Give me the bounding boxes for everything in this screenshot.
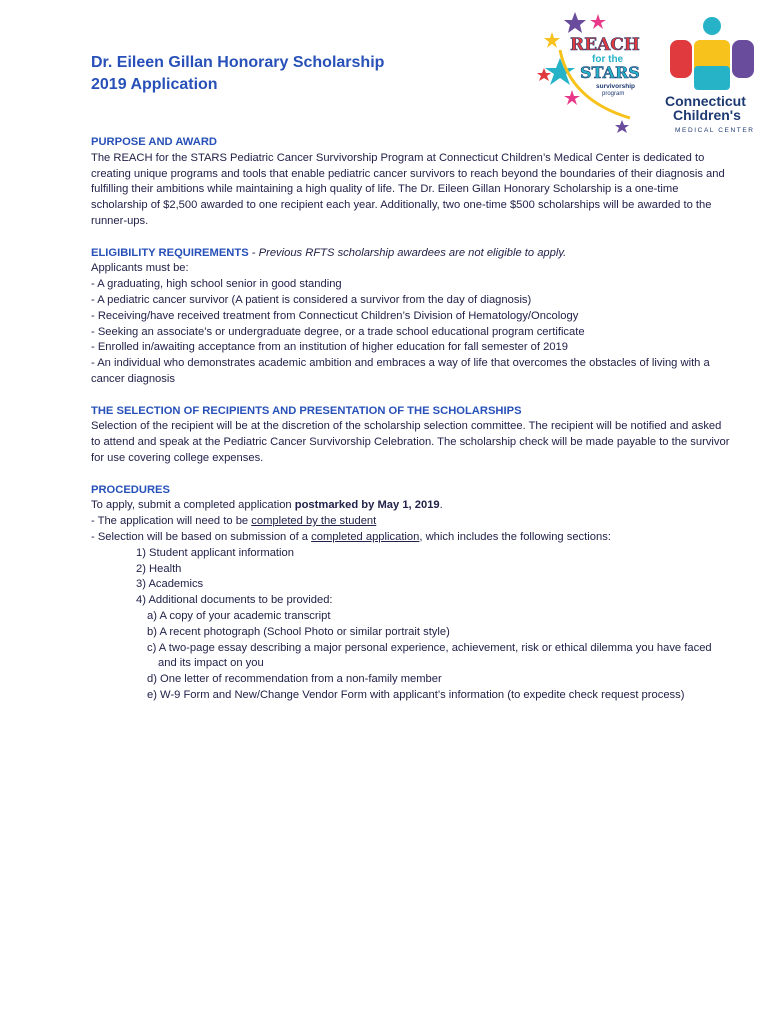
section-item: 4) Additional documents to be provided: bbox=[136, 594, 333, 607]
document-item: e) W-9 Form and New/Change Vendor Form with applicant’s information (to expedite check request process) bbox=[147, 688, 685, 701]
childrens-text: Children's bbox=[673, 107, 741, 123]
eligibility-item: - Seeking an associate’s or undergraduate degree, or a trade school educational program certificate bbox=[91, 325, 585, 338]
document-body bbox=[91, 135, 731, 719]
procedures-line-3-end: , which includes the following sections: bbox=[419, 530, 611, 543]
completed-application-text: completed application bbox=[311, 530, 420, 543]
procedures-heading: PROCEDURES bbox=[91, 483, 170, 496]
purpose-heading: PURPOSE AND AWARD bbox=[91, 136, 217, 148]
title-line-1: Dr. Eileen Gillan Honorary Scholarship bbox=[91, 54, 385, 71]
eligibility-item: - An individual who demonstrates academic ambition and embraces a way of life that overcomes the obstacles of living with a cancer diagnosis bbox=[91, 357, 710, 385]
eligibility-heading: ELIGIBILITY REQUIREMENTS bbox=[91, 246, 249, 259]
logo-right-block bbox=[732, 40, 754, 78]
eligibility-item: - Enrolled in/awaiting acceptance from an institution of higher education for fall semester of 2019 bbox=[91, 341, 568, 354]
logo-center-lower bbox=[694, 66, 730, 90]
reach-text: REACH bbox=[570, 35, 640, 55]
logos bbox=[530, 10, 765, 135]
deadline-text: postmarked by May 1, 2019 bbox=[294, 499, 440, 512]
logo-head-icon bbox=[703, 17, 721, 35]
survivorship-text: survivorship bbox=[596, 83, 636, 90]
section-item: 2) Health bbox=[136, 562, 182, 575]
purpose-body: The REACH for the STARS Pediatric Cancer Survivorship Program at Connecticut Children’s Medical Center is dedicated to creating unique programs and tools that enable pediatric cancer survivors to reach beyond the boundaries of their diagnosis and fulfilling their ambitions while maintaining a high quality of life. The Dr. Eileen Gillan Honorary Scholarship is a one-time scholarship of $2,500 awarded to one recipient each year. Additionally, two one-time $500 scholarships will be awarded to the runner-ups. bbox=[91, 151, 725, 227]
purpose-section bbox=[91, 135, 731, 230]
procedures-intro-text: To apply, submit a completed application bbox=[91, 499, 295, 512]
eligibility-item: - A pediatric cancer survivor (A patient is considered a survivor from the day of diagnosis) bbox=[91, 293, 532, 306]
star-icon bbox=[564, 12, 586, 33]
eligibility-heading-line bbox=[91, 246, 731, 262]
document-item-continuation: and its impact on you bbox=[158, 657, 264, 670]
procedures-line-3 bbox=[91, 530, 731, 546]
stars-text: STARS bbox=[580, 63, 640, 82]
star-icon bbox=[590, 14, 606, 29]
procedures-intro bbox=[91, 498, 731, 514]
selection-section bbox=[91, 404, 731, 467]
procedures-line-2-text: - The application will need to be bbox=[91, 515, 252, 528]
document-title bbox=[91, 52, 384, 95]
logo-left-block bbox=[670, 40, 692, 78]
selection-heading: THE SELECTION OF RECIPIENTS AND PRESENTATION OF THE SCHOLARSHIPS bbox=[91, 404, 522, 417]
document-item: c) A two-page essay describing a major personal experience, achievement, risk or ethical dilemma you have faced bbox=[147, 641, 712, 654]
procedures-line-2 bbox=[91, 514, 731, 530]
star-icon bbox=[545, 58, 575, 85]
eligibility-item: - Receiving/have received treatment from Connecticut Children’s Division of Hematology/Oncology bbox=[91, 309, 579, 322]
document-item: d) One letter of recommendation from a non-family member bbox=[147, 673, 442, 686]
procedures-section bbox=[91, 483, 731, 704]
medical-center-text: MEDICAL CENTER bbox=[675, 127, 755, 134]
eligibility-section bbox=[91, 246, 731, 388]
section-item: 3) Academics bbox=[136, 578, 204, 591]
eligibility-intro: Applicants must be: bbox=[91, 262, 189, 275]
star-icon bbox=[544, 32, 560, 48]
title-line-2: 2019 Application bbox=[91, 75, 218, 93]
selection-body: Selection of the recipient will be at the discretion of the scholarship selection committee. The recipient will be notified and asked to attend and speak at the Pediatric Cancer Survivorship Celebration. The scholarship check will be made payable to the survivor for use covering college expenses. bbox=[91, 420, 730, 464]
connecticut-childrens-logo bbox=[665, 17, 755, 134]
reach-for-the-stars-logo bbox=[537, 12, 640, 133]
program-text: program bbox=[602, 91, 625, 97]
eligibility-item: - A graduating, high school senior in good standing bbox=[91, 278, 342, 291]
section-item: 1) Student applicant information bbox=[136, 546, 294, 559]
completed-by-student-text: completed by the student bbox=[251, 515, 377, 528]
star-icon bbox=[564, 90, 580, 105]
document-item: a) A copy of your academic transcript bbox=[147, 609, 331, 622]
procedures-line-3-text: - Selection will be based on submission of a bbox=[91, 530, 312, 543]
eligibility-note: - Previous RFTS scholarship awardees are not eligible to apply. bbox=[248, 246, 567, 259]
connecticut-text: Connecticut bbox=[665, 93, 746, 109]
star-icon bbox=[615, 120, 629, 133]
procedures-intro-end: . bbox=[439, 499, 443, 512]
for-the-text: for the bbox=[592, 54, 624, 65]
document-item: b) A recent photograph (School Photo or similar portrait style) bbox=[147, 625, 450, 638]
